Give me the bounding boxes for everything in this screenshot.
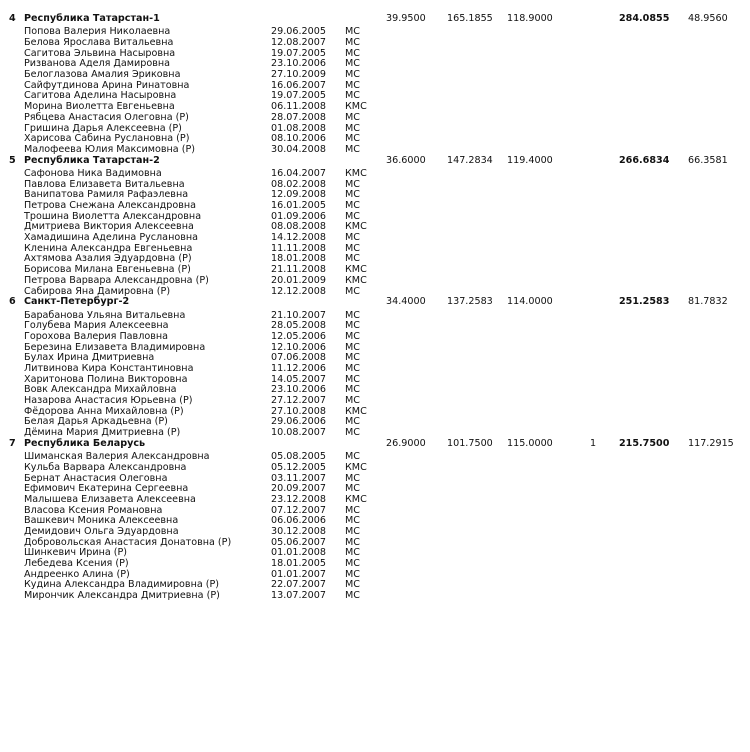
member-birthdate: 27.10.2008 [271, 405, 326, 417]
team-score-3: 114.0000 [507, 296, 553, 308]
member-row [0, 483, 750, 494]
member-name: Белова Ярослава Витальевна [24, 37, 174, 49]
member-row [0, 211, 750, 222]
team-place: 7 [9, 437, 16, 449]
member-name: Ризванова Аделя Дамировна [24, 58, 171, 70]
member-rank: МС [345, 515, 360, 527]
member-name: Петрова Варвара Александровна (Р) [24, 274, 209, 286]
team-penalty: 1 [590, 437, 597, 449]
member-rank: КМС [345, 221, 367, 233]
member-row [0, 363, 750, 374]
member-rank: МС [345, 525, 360, 537]
team-row [0, 296, 750, 309]
member-birthdate: 11.12.2006 [271, 362, 326, 374]
member-name: Сабирова Яна Дамировна (Р) [24, 285, 171, 297]
member-birthdate: 20.01.2009 [271, 274, 326, 286]
member-name: Мирончик Александра Дмитриевна (Р) [24, 590, 220, 602]
member-rank: МС [345, 90, 360, 102]
member-rank: МС [345, 26, 360, 38]
member-rank: МС [345, 558, 360, 569]
member-name: Бернат Анастасия Олеговна [24, 472, 168, 484]
member-name: Лебедева Ксения (Р) [24, 558, 129, 569]
member-name: Голубева Мария Алексеевна [24, 320, 169, 332]
member-birthdate: 19.07.2005 [271, 47, 326, 59]
member-birthdate: 03.11.2007 [271, 472, 326, 484]
member-birthdate: 01.01.2008 [271, 547, 326, 559]
member-rank: МС [345, 242, 360, 254]
member-birthdate: 28.05.2008 [271, 320, 326, 332]
member-birthdate: 27.10.2009 [271, 69, 326, 81]
member-birthdate: 30.04.2008 [271, 143, 326, 155]
member-birthdate: 20.09.2007 [271, 483, 326, 495]
team-gap: 117.2915 [688, 437, 734, 449]
member-rank: МС [345, 69, 360, 81]
member-rank: МС [345, 472, 360, 484]
member-name: Попова Валерия Николаевна [24, 26, 171, 38]
member-rank: МС [345, 58, 360, 70]
member-row [0, 69, 750, 80]
member-birthdate: 16.01.2005 [271, 200, 326, 211]
member-birthdate: 05.12.2005 [271, 461, 326, 473]
team-score-3: 118.9000 [507, 13, 553, 24]
member-rank: МС [345, 122, 360, 134]
member-birthdate: 06.06.2006 [271, 515, 326, 527]
member-row [0, 515, 750, 526]
member-birthdate: 18.01.2008 [271, 253, 326, 265]
member-name: Березина Елизавета Владимировна [24, 341, 206, 353]
member-row [0, 200, 750, 211]
member-birthdate: 19.07.2005 [271, 90, 326, 102]
member-name: Дмитриева Виктория Алексеевна [24, 221, 194, 233]
team-total: 215.7500 [619, 437, 670, 449]
member-row [0, 112, 750, 123]
team-score-1: 34.4000 [386, 296, 426, 308]
member-name: Фёдорова Анна Михайловна (Р) [24, 405, 184, 417]
member-name: Харитонова Полина Викторовна [24, 373, 188, 385]
member-birthdate: 01.09.2006 [271, 210, 326, 222]
member-row [0, 342, 750, 353]
member-name: Сайфутдинова Арина Ринатовна [24, 79, 190, 91]
member-rank: МС [345, 373, 360, 385]
member-birthdate: 13.07.2007 [271, 590, 326, 602]
member-rank: МС [345, 362, 360, 374]
member-rank: МС [345, 427, 360, 439]
member-name: Горохова Валерия Павловна [24, 330, 169, 342]
member-row [0, 90, 750, 101]
member-name: Власова Ксения Романовна [24, 504, 163, 516]
member-rank: МС [345, 451, 360, 463]
member-birthdate: 12.08.2007 [271, 37, 326, 49]
member-birthdate: 21.11.2008 [271, 264, 326, 276]
team-score-2: 147.2834 [447, 154, 493, 166]
team-score-3: 119.4000 [507, 154, 553, 166]
member-birthdate: 23.10.2006 [271, 384, 326, 396]
member-birthdate: 29.06.2006 [271, 416, 326, 428]
member-birthdate: 11.11.2008 [271, 242, 326, 254]
team-score-1: 26.9000 [386, 437, 426, 449]
member-birthdate: 07.06.2008 [271, 352, 326, 364]
member-row [0, 558, 750, 569]
member-rank: КМС [345, 405, 367, 417]
member-rank: МС [345, 143, 360, 155]
member-row [0, 526, 750, 537]
member-rank: МС [345, 352, 360, 364]
team-score-1: 39.9500 [386, 13, 426, 24]
member-row [0, 494, 750, 505]
member-name: Харисова Сабина Руслановна (Р) [24, 133, 190, 145]
member-birthdate: 08.08.2008 [271, 221, 326, 233]
member-name: Белоглазова Амалия Эриковна [24, 69, 181, 81]
member-birthdate: 12.09.2008 [271, 189, 326, 201]
member-name: Хамадишина Аделина Руслановна [24, 232, 199, 244]
member-row [0, 374, 750, 385]
member-row [0, 26, 750, 37]
member-row [0, 253, 750, 264]
team-row [0, 13, 750, 26]
member-birthdate: 22.07.2007 [271, 579, 326, 591]
member-birthdate: 29.06.2005 [271, 26, 326, 38]
member-rank: МС [345, 320, 360, 332]
team-score-2: 165.1855 [447, 13, 493, 24]
member-rank: КМС [345, 493, 367, 505]
member-rank: МС [345, 285, 360, 297]
member-row [0, 537, 750, 548]
member-name: Гришина Дарья Алексеевна (Р) [24, 122, 182, 134]
member-row [0, 275, 750, 286]
member-birthdate: 28.07.2008 [271, 111, 326, 123]
member-row [0, 579, 750, 590]
member-name: Белая Дарья Аркадьевна (Р) [24, 416, 168, 428]
team-total: 266.6834 [619, 154, 670, 166]
member-name: Борисова Милана Евгеньевна (Р) [24, 264, 191, 276]
team-total: 284.0855 [619, 13, 670, 24]
member-rank: МС [345, 483, 360, 495]
member-row [0, 144, 750, 155]
member-row [0, 384, 750, 395]
member-rank: МС [345, 579, 360, 591]
member-name: Ефимович Екатерина Сергеевна [24, 483, 189, 495]
member-rank: МС [345, 590, 360, 602]
member-name: Шиманская Валерия Александровна [24, 451, 210, 463]
member-row [0, 505, 750, 516]
member-birthdate: 08.10.2006 [271, 133, 326, 145]
team-name: Республика Татарстан-2 [24, 154, 160, 166]
member-birthdate: 23.12.2008 [271, 493, 326, 505]
member-rank: МС [345, 253, 360, 265]
team-row [0, 155, 750, 168]
team-name: Санкт-Петербург-2 [24, 296, 130, 308]
member-rank: МС [345, 341, 360, 353]
member-rank: МС [345, 330, 360, 342]
member-name: Кудина Александра Владимировна (Р) [24, 579, 220, 591]
member-rank: МС [345, 536, 360, 548]
member-row [0, 133, 750, 144]
member-rank: МС [345, 79, 360, 91]
member-name: Кульба Варвара Александровна [24, 461, 187, 473]
member-rank: МС [345, 210, 360, 222]
member-birthdate: 06.11.2008 [271, 101, 326, 113]
member-rank: КМС [345, 264, 367, 276]
member-row [0, 590, 750, 601]
member-rank: КМС [345, 461, 367, 473]
member-row [0, 37, 750, 48]
member-rank: МС [345, 178, 360, 190]
member-name: Демидович Ольга Эдуардовна [24, 525, 179, 537]
member-birthdate: 30.12.2008 [271, 525, 326, 537]
member-rank: МС [345, 309, 360, 321]
member-name: Сагитова Эльвина Насыровна [24, 47, 176, 59]
member-rank: МС [345, 200, 360, 211]
team-score-3: 115.0000 [507, 437, 553, 449]
member-row [0, 48, 750, 59]
results-table [0, 13, 750, 601]
member-birthdate: 27.12.2007 [271, 395, 326, 407]
member-row [0, 427, 750, 438]
member-name: Назарова Анастасия Юрьевна (Р) [24, 395, 193, 407]
member-rank: КМС [345, 167, 367, 179]
member-row [0, 232, 750, 243]
member-row [0, 264, 750, 275]
member-rank: МС [345, 568, 360, 580]
team-place: 6 [9, 296, 16, 308]
team-name: Республика Татарстан-1 [24, 13, 160, 24]
member-rank: МС [345, 232, 360, 244]
member-name: Барабанова Ульяна Витальевна [24, 309, 186, 321]
team-score-2: 137.2583 [447, 296, 493, 308]
member-row [0, 58, 750, 69]
member-row [0, 547, 750, 558]
member-rank: МС [345, 384, 360, 396]
member-birthdate: 12.05.2006 [271, 330, 326, 342]
team-gap: 66.3581 [688, 154, 728, 166]
member-rank: КМС [345, 274, 367, 286]
member-name: Трошина Виолетта Александровна [24, 210, 202, 222]
member-row [0, 101, 750, 112]
member-birthdate: 01.08.2008 [271, 122, 326, 134]
member-name: Андреенко Алина (Р) [24, 568, 130, 580]
member-name: Петрова Снежана Александровна [24, 200, 197, 211]
member-name: Шинкевич Ирина (Р) [24, 547, 128, 559]
member-rank: МС [345, 111, 360, 123]
member-birthdate: 12.12.2008 [271, 285, 326, 297]
team-score-1: 36.6000 [386, 154, 426, 166]
member-name: Сагитова Аделина Насыровна [24, 90, 177, 102]
member-name: Вовк Александра Михайловна [24, 384, 177, 396]
member-birthdate: 12.10.2006 [271, 341, 326, 353]
member-birthdate: 08.02.2008 [271, 178, 326, 190]
member-birthdate: 16.06.2007 [271, 79, 326, 91]
member-row [0, 331, 750, 342]
member-row [0, 352, 750, 363]
member-name: Морина Виолетта Евгеньевна [24, 101, 175, 113]
member-row [0, 451, 750, 462]
team-gap: 48.9560 [688, 13, 728, 24]
member-name: Сафонова Ника Вадимовна [24, 167, 162, 179]
member-rank: МС [345, 37, 360, 49]
member-rank: КМС [345, 101, 367, 113]
member-row [0, 168, 750, 179]
member-birthdate: 07.12.2007 [271, 504, 326, 516]
member-row [0, 80, 750, 91]
member-rank: МС [345, 47, 360, 59]
member-row [0, 395, 750, 406]
member-name: Павлова Елизавета Витальевна [24, 178, 185, 190]
member-name: Булах Ирина Дмитриевна [24, 352, 155, 364]
member-row [0, 320, 750, 331]
team-row [0, 438, 750, 451]
team-score-2: 101.7500 [447, 437, 493, 449]
member-name: Ахтямова Азалия Эдуардовна (Р) [24, 253, 192, 265]
member-birthdate: 05.06.2007 [271, 536, 326, 548]
member-birthdate: 14.05.2007 [271, 373, 326, 385]
member-row [0, 179, 750, 190]
member-row [0, 221, 750, 232]
member-birthdate: 21.10.2007 [271, 309, 326, 321]
member-row [0, 406, 750, 417]
member-rank: МС [345, 547, 360, 559]
team-total: 251.2583 [619, 296, 670, 308]
member-name: Кленина Александра Евгеньевна [24, 242, 193, 254]
member-row [0, 473, 750, 484]
member-name: Дёмина Мария Дмитриевна (Р) [24, 427, 181, 439]
member-row [0, 189, 750, 200]
member-row [0, 123, 750, 134]
member-birthdate: 14.12.2008 [271, 232, 326, 244]
member-row [0, 462, 750, 473]
member-row [0, 286, 750, 297]
member-birthdate: 01.01.2007 [271, 568, 326, 580]
team-place: 5 [9, 154, 16, 166]
member-name: Рябцева Анастасия Олеговна (Р) [24, 111, 189, 123]
member-name: Литвинова Кира Константиновна [24, 362, 194, 374]
team-place: 4 [9, 13, 16, 24]
member-name: Добровольская Анастасия Донатовна (Р) [24, 536, 232, 548]
member-name: Вашкевич Моника Алексеевна [24, 515, 179, 527]
member-birthdate: 05.08.2005 [271, 451, 326, 463]
member-rank: МС [345, 133, 360, 145]
member-row [0, 569, 750, 580]
team-name: Республика Беларусь [24, 437, 146, 449]
member-rank: МС [345, 504, 360, 516]
member-name: Малофеева Юлия Максимовна (Р) [24, 143, 195, 155]
member-name: Ванипатова Рамиля Рафаэлевна [24, 189, 189, 201]
member-birthdate: 10.08.2007 [271, 427, 326, 439]
team-gap: 81.7832 [688, 296, 728, 308]
member-row [0, 416, 750, 427]
member-name: Малышева Елизавета Алексеевна [24, 493, 196, 505]
member-row [0, 310, 750, 321]
member-rank: МС [345, 395, 360, 407]
member-rank: МС [345, 189, 360, 201]
member-birthdate: 18.01.2005 [271, 558, 326, 569]
member-rank: МС [345, 416, 360, 428]
member-birthdate: 23.10.2006 [271, 58, 326, 70]
member-row [0, 243, 750, 254]
member-birthdate: 16.04.2007 [271, 167, 326, 179]
